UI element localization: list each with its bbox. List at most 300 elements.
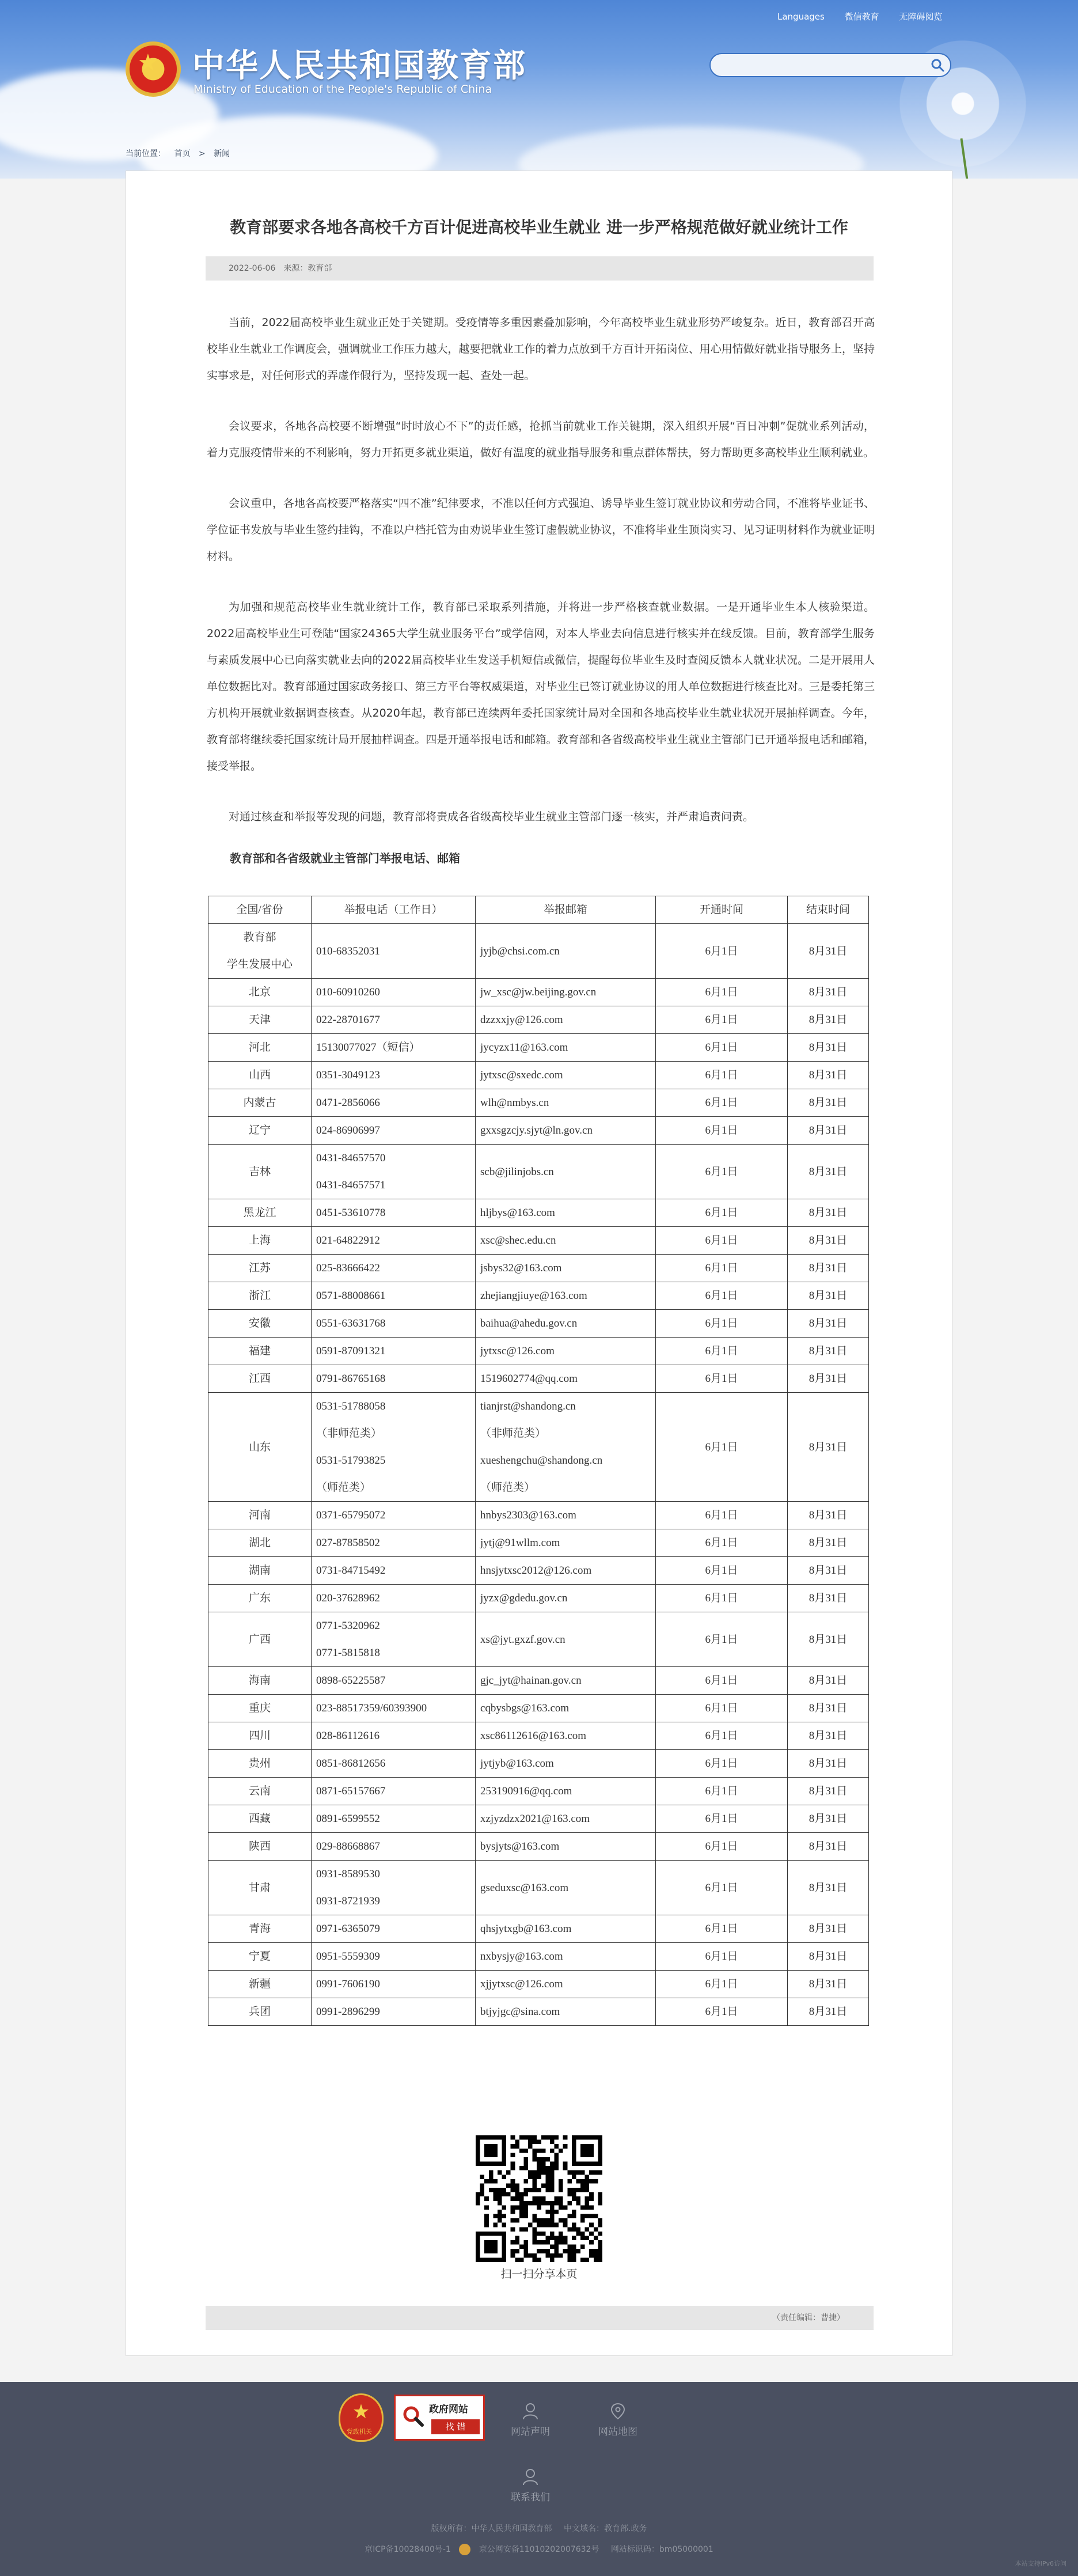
region-cell-line: 山西: [248, 1069, 271, 1081]
start-date-cell: 6月1日: [656, 1365, 788, 1393]
end-date-cell: 8月31日: [788, 1971, 869, 1998]
region-cell: [208, 979, 312, 1006]
phone-cell: [312, 979, 476, 1006]
region-cell: [208, 1833, 312, 1861]
region-cell-line: 福建: [248, 1344, 271, 1357]
end-date-cell: 8月31日: [788, 1667, 869, 1695]
email-cell: [476, 1062, 656, 1089]
region-cell: [208, 1861, 312, 1915]
table-row: [208, 1778, 869, 1805]
start-date-cell: 6月1日: [656, 1502, 788, 1529]
email-cell-line: nxbysjy@163.com: [480, 1950, 563, 1963]
article-container: [126, 171, 952, 2356]
end-date-cell: 8月31日: [788, 1145, 869, 1199]
copyright-text: 版权所有：中华人民共和国教育部: [431, 2524, 552, 2533]
search-box: [709, 53, 951, 77]
region-cell-line: 兵团: [248, 2005, 271, 2018]
phone-cell: [312, 1998, 476, 2026]
start-date-cell: 6月1日: [656, 1833, 788, 1861]
phone-cell: [312, 1612, 476, 1667]
region-cell: [208, 1338, 312, 1365]
phone-cell-line: 010-68352031: [316, 945, 380, 957]
end-date-cell: 8月31日: [788, 1199, 869, 1227]
email-cell: [476, 1943, 656, 1971]
accessibility-link[interactable]: 无障碍阅览: [899, 12, 943, 22]
start-date-cell: 6月1日: [656, 1006, 788, 1034]
region-cell: [208, 1585, 312, 1612]
region-cell-line: 江西: [248, 1372, 271, 1385]
table-row: [208, 1255, 869, 1282]
phone-cell: [312, 1338, 476, 1365]
qr-label: 扫一扫分享本页: [500, 2268, 578, 2280]
end-date-cell: 8月31日: [788, 1393, 869, 1502]
start-date-cell: 6月1日: [656, 1971, 788, 1998]
phone-cell-line: 0591-87091321: [316, 1344, 386, 1357]
table-row: [208, 1971, 869, 1998]
phone-cell: [312, 1145, 476, 1199]
end-date-cell: 8月31日: [788, 1310, 869, 1338]
region-cell-line: 青海: [248, 1922, 271, 1935]
party-badge-label: 党政机关: [347, 2428, 372, 2435]
region-cell-line: 学生发展中心: [226, 959, 293, 971]
region-cell-line: 西藏: [248, 1812, 271, 1825]
email-cell: [476, 1529, 656, 1557]
phone-cell: [312, 1089, 476, 1117]
region-cell-line: 河北: [248, 1041, 271, 1054]
end-date-cell: 8月31日: [788, 1006, 869, 1034]
end-date-cell: 8月31日: [788, 1089, 869, 1117]
region-cell: [208, 1778, 312, 1805]
start-date-cell: 6月1日: [656, 1117, 788, 1145]
editor-bar: [206, 2306, 874, 2330]
region-cell-line: 江苏: [248, 1262, 271, 1274]
region-cell-line: 辽宁: [248, 1124, 271, 1137]
table-row: [208, 1722, 869, 1750]
email-cell-line: xsc@shec.edu.cn: [480, 1234, 556, 1247]
phone-cell: [312, 1034, 476, 1062]
start-date-cell: 6月1日: [656, 1722, 788, 1750]
region-cell: [208, 1062, 312, 1089]
end-date-cell: 8月31日: [788, 1062, 869, 1089]
share-qr-block: [476, 2135, 602, 2281]
phone-cell-line: （非师范类）: [316, 1427, 382, 1439]
end-date-cell: 8月31日: [788, 1034, 869, 1062]
start-date-cell: 6月1日: [656, 1145, 788, 1199]
table-row: [208, 1338, 869, 1365]
police-record-link[interactable]: 京公网安备11010202007632号: [479, 2545, 599, 2554]
start-date-cell: 6月1日: [656, 1557, 788, 1585]
region-cell: [208, 1310, 312, 1338]
phone-cell: [312, 1529, 476, 1557]
end-date-cell: 8月31日: [788, 1750, 869, 1778]
table-row: [208, 1943, 869, 1971]
email-cell-line: dzzxxjy@126.com: [480, 1013, 563, 1026]
region-cell-line: 广西: [248, 1633, 271, 1646]
region-cell-line: 教育部: [243, 931, 276, 944]
start-date-cell: 6月1日: [656, 1199, 788, 1227]
region-cell: [208, 1145, 312, 1199]
email-cell: [476, 1805, 656, 1833]
phone-cell-line: 0871-65157667: [316, 1785, 386, 1797]
email-cell: [476, 1667, 656, 1695]
phone-cell-line: 020-37628962: [316, 1592, 380, 1604]
region-cell: [208, 924, 312, 979]
phone-cell-line: 0431-84657570: [316, 1152, 386, 1164]
email-cell: [476, 1199, 656, 1227]
email-cell-line: 253190916@qq.com: [480, 1785, 572, 1797]
region-cell: [208, 1365, 312, 1393]
phone-cell: [312, 1255, 476, 1282]
qr-code-icon[interactable]: [476, 2135, 602, 2262]
article-body: [207, 309, 875, 2026]
user-icon: [522, 2468, 538, 2486]
region-cell-line: 甘肃: [248, 1881, 271, 1894]
region-cell-line: 山东: [248, 1441, 271, 1453]
phone-cell: [312, 1667, 476, 1695]
end-date-cell: 8月31日: [788, 924, 869, 979]
table-row: [208, 1062, 869, 1089]
table-row: [208, 1282, 869, 1310]
phone-cell-line: 0991-2896299: [316, 2005, 380, 2018]
gov-badge-title: 政府网站: [429, 2404, 468, 2415]
contact-us-label: 联系我们: [511, 2492, 550, 2503]
table-row: [208, 1034, 869, 1062]
start-date-cell: 6月1日: [656, 1227, 788, 1255]
email-cell: [476, 1282, 656, 1310]
table-row: [208, 1117, 869, 1145]
site-subtitle: Ministry of Education of the People's Republic of China: [193, 83, 492, 96]
phone-cell-line: 010-60910260: [316, 986, 380, 998]
phone-cell-line: 027-87858502: [316, 1536, 380, 1549]
breadcrumb-news[interactable]: 新闻: [214, 149, 230, 158]
start-date-cell: 6月1日: [656, 1915, 788, 1943]
phone-cell-line: 0771-5815818: [316, 1647, 380, 1659]
region-cell-line: 云南: [248, 1785, 271, 1797]
contact-us-link[interactable]: [499, 2468, 562, 2503]
region-cell-line: 北京: [248, 986, 271, 998]
breadcrumb-separator: >: [198, 149, 206, 158]
email-cell-line: scb@jilinjobs.cn: [480, 1165, 554, 1178]
phone-cell: [312, 1943, 476, 1971]
region-cell: [208, 1722, 312, 1750]
email-cell: [476, 1034, 656, 1062]
region-cell: [208, 1667, 312, 1695]
table-row: [208, 1667, 869, 1695]
table-row: [208, 1861, 869, 1915]
end-date-cell: 8月31日: [788, 1805, 869, 1833]
article-meta: [206, 256, 874, 281]
phone-cell-line: 0931-8589530: [316, 1868, 380, 1880]
region-cell-line: 黑龙江: [243, 1206, 276, 1219]
phone-cell-line: 0531-51788058: [316, 1400, 386, 1412]
table-row: [208, 1557, 869, 1585]
end-date-cell: 8月31日: [788, 1833, 869, 1861]
party-government-badge-icon[interactable]: ★: [339, 2393, 384, 2442]
national-emblem-icon[interactable]: ★: [126, 41, 181, 97]
breadcrumb-label: 当前位置：: [126, 149, 166, 158]
end-date-cell: 8月31日: [788, 1695, 869, 1722]
table-row: [208, 1393, 869, 1502]
start-date-cell: 6月1日: [656, 1778, 788, 1805]
email-cell: [476, 1971, 656, 1998]
region-cell: [208, 1695, 312, 1722]
region-cell-line: 安徽: [248, 1317, 271, 1329]
table-row: [208, 979, 869, 1006]
region-cell: [208, 1393, 312, 1502]
end-date-cell: 8月31日: [788, 1915, 869, 1943]
table-title: 教育部和各省级就业主管部门举报电话、邮箱: [230, 851, 460, 865]
phone-cell: [312, 1557, 476, 1585]
table-row: [208, 1089, 869, 1117]
site-identifier: 网站标识码：bm05000001: [610, 2545, 713, 2554]
phone-cell-line: 029-88668867: [316, 1840, 380, 1853]
email-cell-line: bysjyts@163.com: [480, 1840, 560, 1853]
region-cell-line: 湖北: [248, 1536, 271, 1549]
email-cell-line: xs@jyt.gxzf.gov.cn: [480, 1633, 565, 1646]
table-row: [208, 1145, 869, 1199]
email-cell-line: hnsjytxsc2012@126.com: [480, 1564, 592, 1577]
sitemap-link[interactable]: [586, 2403, 650, 2438]
gov-badge-action: 找 错: [431, 2419, 480, 2434]
site-footer: [0, 2382, 1078, 2576]
email-cell-line: jsbys32@163.com: [480, 1262, 562, 1274]
phone-cell: [312, 1365, 476, 1393]
site-statement-label: 网站声明: [511, 2426, 550, 2438]
start-date-cell: 6月1日: [656, 1255, 788, 1282]
table-header-row: [208, 896, 869, 924]
email-cell: [476, 1502, 656, 1529]
email-cell-line: （师范类）: [480, 1482, 536, 1494]
phone-cell-line: 0791-86765168: [316, 1372, 386, 1385]
phone-cell-line: 028-86112616: [316, 1729, 380, 1742]
start-date-cell: 6月1日: [656, 1943, 788, 1971]
email-cell-line: 1519602774@qq.com: [480, 1372, 578, 1385]
paragraph: 会议重申，各地各高校要严格落实“四不准”纪律要求，不准以任何方式强迫、诱导毕业生签订就业协议和劳动合同，不准将毕业证书、学位证书发放与毕业生签约挂钩，不准以户档托管为由劝说毕业生签订虚假就业协议，不准将毕业生顶岗实习、见习证明材料作为就业证明材料。: [207, 497, 875, 563]
start-date-cell: 6月1日: [656, 1585, 788, 1612]
table-row: [208, 1750, 869, 1778]
region-cell-line: 宁夏: [248, 1950, 271, 1963]
region-cell: [208, 1255, 312, 1282]
start-date-cell: 6月1日: [656, 1667, 788, 1695]
end-date-cell: 8月31日: [788, 1117, 869, 1145]
article-date: 2022-06-06: [229, 264, 276, 273]
phone-cell: [312, 1199, 476, 1227]
phone-cell: [312, 924, 476, 979]
phone-cell: [312, 1695, 476, 1722]
region-cell: [208, 1117, 312, 1145]
phone-cell: [312, 1117, 476, 1145]
icp-line: [0, 2543, 1078, 2555]
email-cell: [476, 1089, 656, 1117]
gov-site-error-report-badge[interactable]: [394, 2395, 485, 2441]
email-cell: [476, 979, 656, 1006]
phone-cell-line: 15130077027（短信）: [316, 1041, 420, 1054]
phone-cell-line: 0898-65225587: [316, 1674, 386, 1687]
table-row: [208, 1006, 869, 1034]
start-date-cell: 6月1日: [656, 1805, 788, 1833]
phone-cell-line: 0891-6599552: [316, 1812, 380, 1825]
phone-cell-line: 0731-84715492: [316, 1564, 386, 1577]
email-cell: [476, 1006, 656, 1034]
phone-cell: [312, 1227, 476, 1255]
region-cell-line: 内蒙古: [243, 1096, 276, 1109]
email-cell-line: hljbys@163.com: [480, 1206, 555, 1219]
region-cell-line: 吉林: [248, 1165, 271, 1178]
email-cell: [476, 1117, 656, 1145]
email-cell: [476, 1557, 656, 1585]
email-cell-line: xzjyzdzx2021@163.com: [480, 1812, 590, 1825]
phone-cell: [312, 1750, 476, 1778]
email-cell: [476, 1778, 656, 1805]
phone-cell: [312, 1006, 476, 1034]
start-date-cell: 6月1日: [656, 1034, 788, 1062]
phone-cell-line: 0351-3049123: [316, 1069, 380, 1081]
region-cell-line: 陕西: [248, 1840, 271, 1853]
magnifier-icon: [401, 2404, 424, 2427]
table-row: [208, 924, 869, 979]
phone-cell-line: 0551-63631768: [316, 1317, 386, 1329]
email-cell: [476, 1750, 656, 1778]
region-cell: [208, 1915, 312, 1943]
start-date-cell: 6月1日: [656, 924, 788, 979]
region-cell: [208, 1006, 312, 1034]
region-cell: [208, 1502, 312, 1529]
region-cell-line: 河南: [248, 1509, 271, 1521]
start-date-cell: 6月1日: [656, 1310, 788, 1338]
breadcrumb-home[interactable]: 首页: [174, 149, 191, 158]
end-date-cell: 8月31日: [788, 1227, 869, 1255]
email-cell: [476, 1338, 656, 1365]
search-input[interactable]: [721, 58, 919, 74]
end-date-cell: 8月31日: [788, 1778, 869, 1805]
email-cell: [476, 1722, 656, 1750]
wechat-link[interactable]: 微信教育: [844, 12, 879, 22]
site-statement-link[interactable]: [499, 2403, 562, 2438]
table-row: [208, 1529, 869, 1557]
phone-cell-line: 0451-53610778: [316, 1206, 386, 1219]
region-cell-line: 贵州: [248, 1757, 271, 1770]
table-row: [208, 1310, 869, 1338]
phone-cell: [312, 1805, 476, 1833]
table-row: [208, 1695, 869, 1722]
article-title: 教育部要求各地各高校千方百计促进高校毕业生就业 进一步严格规范做好就业统计工作: [230, 218, 848, 237]
email-cell-line: jyzx@gdedu.gov.cn: [480, 1592, 568, 1604]
table-row: [208, 1365, 869, 1393]
end-date-cell: 8月31日: [788, 1998, 869, 2026]
user-icon: [522, 2403, 538, 2420]
table-row: [208, 1227, 869, 1255]
email-cell-line: xsc86112616@163.com: [480, 1729, 587, 1742]
end-date-cell: 8月31日: [788, 1255, 869, 1282]
start-date-cell: 6月1日: [656, 1612, 788, 1667]
email-cell: [476, 1310, 656, 1338]
email-cell: [476, 1695, 656, 1722]
region-cell: [208, 1227, 312, 1255]
search-icon[interactable]: [929, 57, 946, 73]
article-source: 来源：教育部: [283, 264, 332, 273]
phone-cell: [312, 1393, 476, 1502]
phone-cell: [312, 1502, 476, 1529]
table-row: [208, 1833, 869, 1861]
region-cell-line: 四川: [248, 1729, 271, 1742]
phone-cell-line: 0471-2856066: [316, 1096, 380, 1109]
site-title[interactable]: 中华人民共和国教育部: [192, 47, 526, 85]
column-header: 举报电话（工作日）: [312, 896, 476, 924]
table-row: [208, 1915, 869, 1943]
email-cell-line: xjjytxsc@126.com: [480, 1978, 563, 1990]
email-cell-line: zhejiangjiuye@163.com: [480, 1289, 587, 1302]
start-date-cell: 6月1日: [656, 1695, 788, 1722]
icp-link[interactable]: 京ICP备10028400号-1: [365, 2545, 451, 2554]
email-cell-line: jytxsc@sxedc.com: [480, 1069, 563, 1081]
end-date-cell: 8月31日: [788, 1722, 869, 1750]
region-cell: [208, 1089, 312, 1117]
table-row: [208, 1612, 869, 1667]
region-cell: [208, 1199, 312, 1227]
start-date-cell: 6月1日: [656, 979, 788, 1006]
phone-cell: [312, 1310, 476, 1338]
email-cell-line: gxxsgzcjy.sjyt@ln.gov.cn: [480, 1124, 593, 1137]
site-header: [0, 0, 1078, 179]
copyright-line: [0, 2522, 1078, 2534]
start-date-cell: 6月1日: [656, 1529, 788, 1557]
region-cell: [208, 1971, 312, 1998]
paragraph: 会议要求，各地各高校要不断增强“时时放心不下”的责任感，抢抓当前就业工作关键期，深入组织开展“百日冲刺”促就业系列活动，着力克服疫情带来的不利影响，努力开拓更多就业渠道，做好有温度的就业指导服务和重点群体帮扶，努力帮助更多高校毕业生顺利就业。: [207, 420, 875, 459]
region-cell: [208, 1612, 312, 1667]
sitemap-label: 网站地图: [598, 2426, 637, 2438]
phone-cell: [312, 1282, 476, 1310]
email-cell: [476, 1585, 656, 1612]
column-header: 开通时间: [656, 896, 788, 924]
email-cell-line: tianjrst@shandong.cn: [480, 1400, 576, 1412]
table-body: [208, 924, 869, 2026]
email-cell-line: wlh@nmbys.cn: [480, 1096, 549, 1109]
column-header: 全国/省份: [208, 896, 312, 924]
email-cell-line: xueshengchu@shandong.cn: [480, 1454, 603, 1467]
region-cell: [208, 1943, 312, 1971]
phone-cell: [312, 1722, 476, 1750]
table-row: [208, 1199, 869, 1227]
email-cell: [476, 1833, 656, 1861]
region-cell: [208, 1034, 312, 1062]
region-cell-line: 广东: [248, 1592, 271, 1604]
phone-cell-line: 0851-86812656: [316, 1757, 386, 1770]
region-cell-line: 重庆: [248, 1702, 271, 1714]
languages-link[interactable]: Languages: [777, 12, 825, 22]
column-header: 举报邮箱: [476, 896, 656, 924]
paragraph: 对通过核查和举报等发现的问题，教育部将责成各省级高校毕业生就业主管部门逐一核实，并严肃追责问责。: [229, 810, 754, 823]
domain-text: 中文域名：教育部.政务: [564, 2524, 647, 2533]
phone-cell-line: 0991-7606190: [316, 1978, 380, 1990]
email-cell: [476, 1393, 656, 1502]
start-date-cell: 6月1日: [656, 1750, 788, 1778]
phone-cell-line: 022-28701677: [316, 1013, 380, 1026]
phone-cell-line: 025-83666422: [316, 1262, 380, 1274]
paragraph: 为加强和规范高校毕业生就业统计工作，教育部已采取系列措施，并将进一步严格核查就业数据。一是开通毕业生本人核验渠道。2022届高校毕业生可登陆“国家24365大学生就业服务平台”或学信网，对本人毕业去向信息进行核实并在线反馈。目前，教育部学生服务与素质发展中心已向落实就业去向的2022届高校毕业生发送手机短信或微信，提醒每位毕业生及时查阅反馈本人就业状况。二是开展用人单位数据比对。教育部通过国家政务接口、第三方平台等权威渠道，对毕业生已签订就业协议的用人单位数据进行核查比对。三是委托第三方机构开展就业数据调查核查。从2020年起，教育部已连续两年委托国家统计局对全国和各地高校毕业生就业状况开展抽样调查。今年，教育部将继续委托国家统计局开展抽样调查。四是开通举报电话和邮箱。教育部和各省级高校毕业生就业主管部门已开通举报电话和邮箱，接受举报。: [207, 601, 875, 772]
breadcrumb: [126, 147, 236, 159]
table-row: [208, 1805, 869, 1833]
region-cell-line: 湖南: [248, 1564, 271, 1577]
phone-cell-line: 021-64822912: [316, 1234, 380, 1247]
start-date-cell: 6月1日: [656, 1338, 788, 1365]
end-date-cell: 8月31日: [788, 1943, 869, 1971]
region-cell: [208, 1805, 312, 1833]
phone-cell-line: 0371-65795072: [316, 1509, 386, 1521]
email-cell: [476, 1998, 656, 2026]
phone-cell-line: 0931-8721939: [316, 1895, 380, 1907]
end-date-cell: 8月31日: [788, 1585, 869, 1612]
email-cell: [476, 1227, 656, 1255]
